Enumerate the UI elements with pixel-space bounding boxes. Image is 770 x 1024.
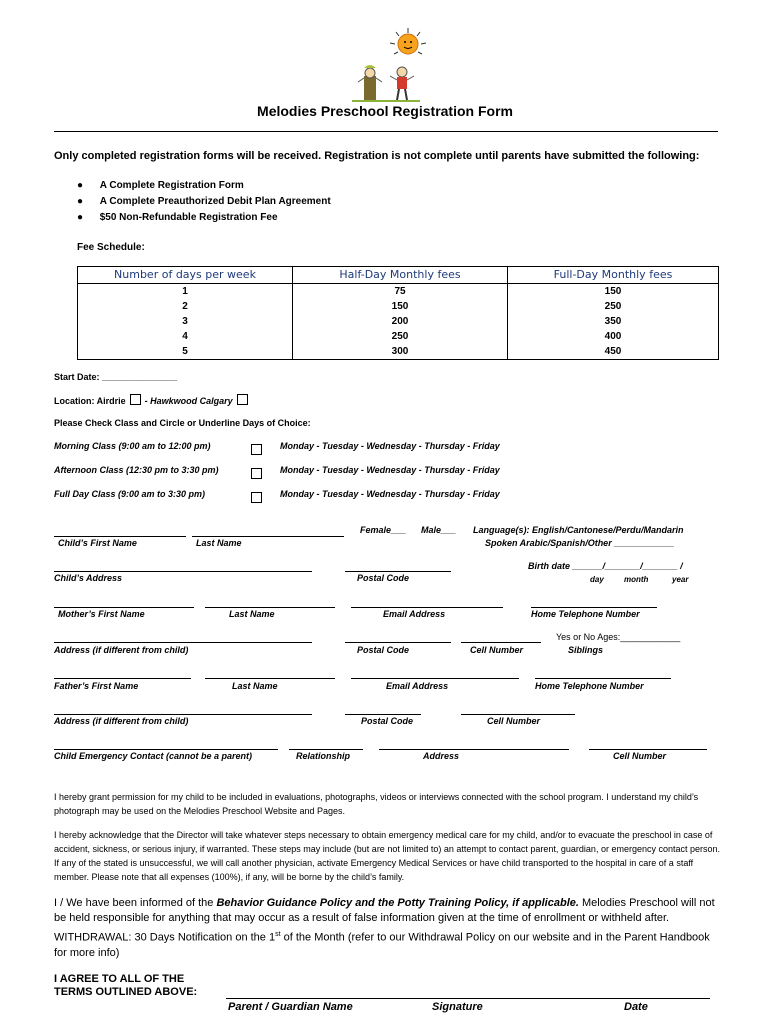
morning-class-label: Morning Class (9:00 am to 12:00 pm) [54,441,211,451]
mother-address-line[interactable] [54,642,312,643]
intro-text: Only completed registration forms will be received. Registration is not complete until parents have submitted the following: [54,150,700,162]
cell: 400 [508,329,719,344]
cell: 2 [78,299,293,314]
child-first-name-line[interactable] [54,536,186,537]
mother-postal-label: Postal Code [357,645,410,655]
fullday-class-checkbox[interactable] [251,492,262,503]
fee-schedule-label: Fee Schedule: [77,242,145,253]
emergency-address-line[interactable] [379,749,569,750]
languages-line2[interactable]: Spoken Arabic/Spanish/Other ____________ [485,538,675,548]
father-cell-label: Cell Number [487,716,541,726]
father-phone-label: Home Telephone Number [535,681,644,691]
requirement-3: ● $50 Non-Refundable Registration Fee [77,212,278,223]
col-days: Number of days per week [78,267,293,284]
father-address-line[interactable] [54,714,312,715]
father-first-name-label: Father’s First Name [54,681,139,691]
preschool-logo [350,26,430,104]
mother-last-name-line[interactable] [205,607,335,608]
agree-line2: TERMS OUTLINED ABOVE: [54,986,198,998]
afternoon-class-checkbox[interactable] [251,468,262,479]
birth-date-field[interactable]: Birth date ______/_______/_______ / [528,561,683,571]
fullday-class-days[interactable]: Monday - Tuesday - Wednesday - Thursday - Friday [280,489,500,499]
birth-year-label: year [672,575,689,584]
child-last-name-line[interactable] [192,536,344,537]
fee-table [77,266,719,360]
mother-first-name-line[interactable] [54,607,194,608]
child-last-name-label: Last Name [196,538,242,548]
birth-day-label: day [590,575,604,584]
child-address-label: Child’s Address [54,573,123,583]
policy-bold: Behavior Guidance Policy and the Potty Training Policy, if applicable. [216,897,579,909]
morning-class-checkbox[interactable] [251,444,262,455]
child-postal-label: Postal Code [357,573,410,583]
date-label: Date [624,1001,648,1013]
table-row [78,344,719,360]
withdrawal-sup: st [275,931,281,938]
father-email-line[interactable] [351,678,519,679]
mother-last-name-label: Last Name [229,609,275,619]
morning-class-days[interactable]: Monday - Tuesday - Wednesday - Thursday - Friday [280,441,500,451]
male-field[interactable]: Male___ [421,525,457,535]
child-postal-line[interactable] [345,571,451,572]
medical-consent-text: I hereby acknowledge that the Director will take whatever steps necessary to obtain emergency medical care for my child, and/or to evacuate the preschool in case of accident, sickness, or serious injury, if warranted. These steps may include (but are not limited to) an attempt to contact parent, guardian, or emergency contact person. If any of the stated is unsuccessful, we will call another physician, activate Emergency Medical Services or have child transported to the hospital in care of a staff member. Please note that all expenses (100%), if any, will be borne by the child’s family. [54,830,720,882]
hawkwood-label: - Hawkwood Calgary [144,396,233,406]
table-row [78,329,719,344]
cell: 200 [293,314,508,329]
fee-table-header [78,267,719,284]
mother-cell-label: Cell Number [470,645,524,655]
requirement-2: ● A Complete Preauthorized Debit Plan Agreement [77,196,331,207]
cell: 150 [293,299,508,314]
father-phone-line[interactable] [535,678,671,679]
emergency-address-label: Address [423,751,460,761]
mother-phone-label: Home Telephone Number [531,609,640,619]
father-address-label: Address (if different from child) [54,716,189,726]
cell: 4 [78,329,293,344]
col-full-day: Full-Day Monthly fees [508,267,719,284]
withdrawal-text [54,927,724,961]
policy-text [54,896,724,926]
cell: 150 [508,284,719,300]
languages-line1: Language(s): English/Cantonese/Perdu/Mandarin [473,525,684,535]
mother-address-label: Address (if different from child) [54,645,189,655]
cell: 300 [293,344,508,360]
parent-name-label: Parent / Guardian Name [228,1001,353,1013]
mother-cell-line[interactable] [461,642,541,643]
policy-prefix: I / We have been informed of the [54,897,217,909]
mother-first-name-label: Mother’s First Name [58,609,145,619]
signature-line[interactable] [226,998,710,999]
emergency-cell-line[interactable] [589,749,707,750]
cell: 1 [78,284,293,300]
father-email-label: Email Address [386,681,449,691]
mother-phone-line[interactable] [531,607,657,608]
siblings-yes-no-field[interactable]: Yes or No Ages:____________ [556,632,681,642]
emergency-contact-label: Child Emergency Contact (cannot be a parent) [54,751,253,761]
female-field[interactable]: Female___ [360,525,407,535]
location-field [54,394,252,406]
cell: 5 [78,344,293,360]
location-label: Location: Airdrie [54,396,126,406]
agree-line1: I AGREE TO ALL OF THE [54,973,185,985]
withdrawal-suffix: of the Month (refer to our Withdrawal Policy on our website and in the Parent Handbook for more info) [54,931,710,959]
cell: 250 [293,329,508,344]
father-last-name-line[interactable] [205,678,335,679]
afternoon-class-days[interactable]: Monday - Tuesday - Wednesday - Thursday - Friday [280,465,500,475]
hawkwood-checkbox[interactable] [237,394,248,405]
table-row [78,299,719,314]
cell: 350 [508,314,719,329]
col-half-day: Half-Day Monthly fees [293,267,508,284]
mother-email-line[interactable] [351,607,503,608]
emergency-cell-label: Cell Number [613,751,667,761]
table-row [78,314,719,329]
check-class-label: Please Check Class and Circle or Underline Days of Choice: [54,418,311,428]
cell: 250 [508,299,719,314]
fullday-class-label: Full Day Class (9:00 am to 3:30 pm) [54,489,206,499]
photo-consent-text: I hereby grant permission for my child to be included in evaluations, photographs, videos or interviews connected with the school program. I understand my child’s photograph may be used on the Melodies Preschool Website and Pages. [54,792,699,816]
policy-suffix: Melodies Preschool will not be held responsible for anything that may occur as a result of false information given at the time of enrollment or withheld after. [54,897,715,924]
emergency-contact-line[interactable] [54,749,278,750]
mother-postal-line[interactable] [345,642,451,643]
withdrawal-prefix: WITHDRAWAL: 30 Days Notification on the 1 [54,931,276,944]
father-last-name-label: Last Name [232,681,278,691]
father-postal-label: Postal Code [361,716,414,726]
child-address-line[interactable] [54,571,312,572]
cell: 75 [293,284,508,300]
child-first-name-label: Child’s First Name [58,538,137,548]
airdrie-checkbox[interactable] [130,394,141,405]
father-postal-line[interactable] [345,714,421,715]
signature-label: Signature [432,1001,483,1013]
page-title: Melodies Preschool Registration Form [257,103,513,119]
cell: 3 [78,314,293,329]
requirement-1: ● A Complete Registration Form [77,180,244,191]
father-first-name-line[interactable] [54,678,191,679]
siblings-label: Siblings [568,645,604,655]
start-date-field[interactable]: Start Date: _______________ [54,372,178,382]
emergency-relationship-line[interactable] [289,749,363,750]
mother-email-label: Email Address [383,609,446,619]
father-cell-line[interactable] [461,714,575,715]
birth-month-label: month [624,575,649,584]
title-rule [54,131,718,132]
emergency-relationship-label: Relationship [296,751,351,761]
cell: 450 [508,344,719,360]
table-row [78,284,719,300]
afternoon-class-label: Afternoon Class (12:30 pm to 3:30 pm) [54,465,219,475]
